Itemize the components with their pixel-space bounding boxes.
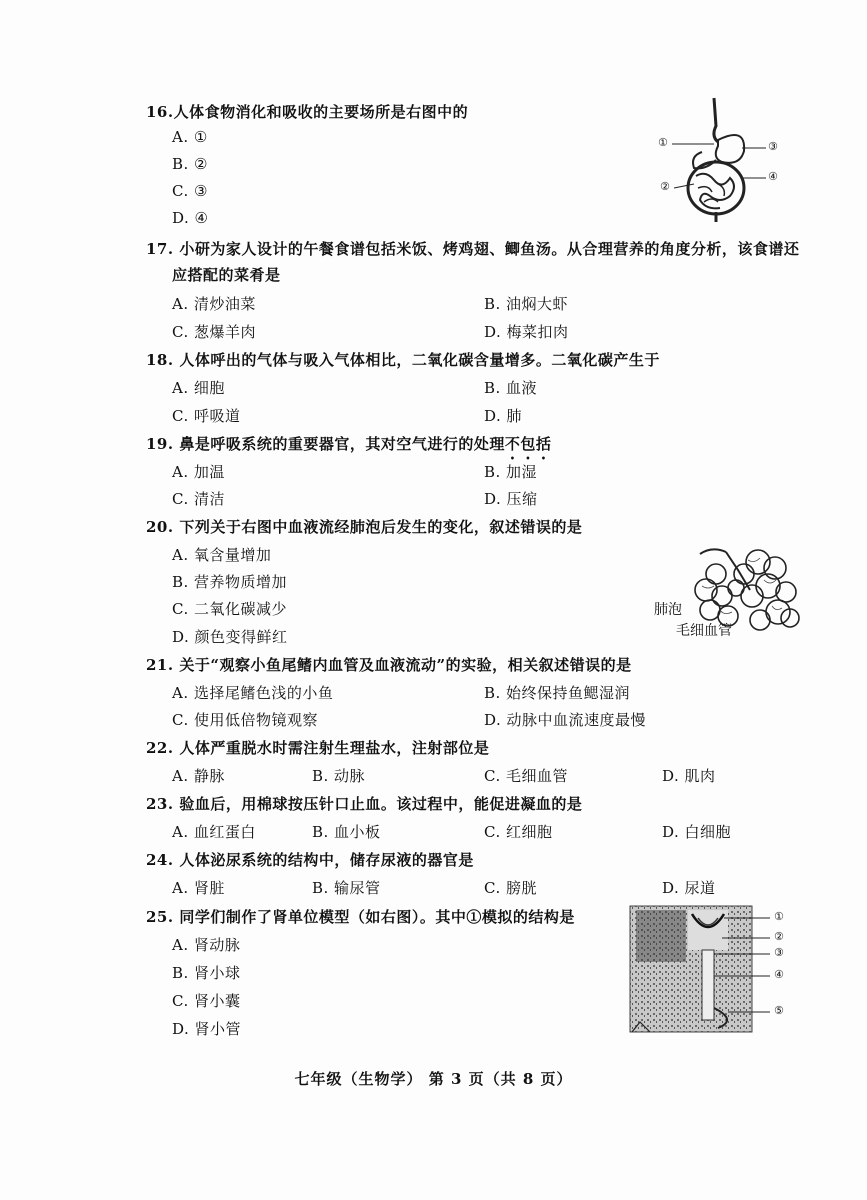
question-22-option-b: B. 动脉 [312,767,366,785]
question-18-option-c: C. 呼吸道 [172,407,241,425]
question-24-option-b: B. 输尿管 [312,879,381,897]
question-21-stem: 21. 关于“观察小鱼尾鳍内血管及血液流动”的实验，相关叙述错误的是 [146,656,632,674]
question-19-option-d: D. 压缩 [484,490,538,508]
question-16-stem: 16.人体食物消化和吸收的主要场所是右图中的 [146,103,469,121]
question-18-option-a: A. 细胞 [172,379,225,397]
question-20-option-d: D. 颜色变得鲜红 [172,628,288,646]
question-19-option-a: A. 加温 [172,463,225,481]
capillary-label: 毛细血管 [676,623,732,639]
question-21-option-b: B. 始终保持鱼鳃湿润 [484,684,631,702]
nephron-label-4: ④ [774,968,784,981]
question-25-option-c: C. 肾小囊 [172,992,241,1010]
question-25-stem: 25. 同学们制作了肾单位模型（如右图）。其中①模拟的结构是 [146,908,575,926]
nephron-model-illustration [628,904,798,1038]
question-18-stem: 18. 人体呼出的气体与吸入气体相比，二氧化碳含量增多。二氧化碳产生于 [146,351,660,369]
alveoli-label: 肺泡 [654,602,682,618]
question-16-option-b: B. ② [172,155,209,173]
question-25-option-a: A. 肾动脉 [172,936,241,954]
question-21-option-c: C. 使用低倍物镜观察 [172,711,318,729]
digestive-label-2: ② [660,180,670,193]
question-20-option-b: B. 营养物质增加 [172,573,288,591]
question-20-option-a: A. 氧含量增加 [172,546,272,564]
digestive-system-illustration [656,96,786,226]
question-17-option-c: C. 葱爆羊肉 [172,323,256,341]
question-16-option-d: D. ④ [172,209,209,227]
question-24-option-c: C. 膀胱 [484,879,537,897]
question-23-option-a: A. 血红蛋白 [172,823,256,841]
question-22-option-a: A. 静脉 [172,767,225,785]
question-16-option-c: C. ③ [172,182,208,200]
page-footer: 七年级（生物学） 第 3 页（共 8 页） [294,1070,573,1088]
nephron-model-figure [628,904,798,1038]
question-23-option-d: D. 白细胞 [662,823,732,841]
question-20-stem: 20. 下列关于右图中血液流经肺泡后发生的变化，叙述错误的是 [146,518,583,536]
question-21-option-a: A. 选择尾鳍色浅的小鱼 [172,684,334,702]
question-22-option-d: D. 肌肉 [662,767,716,785]
question-18-option-d: D. 肺 [484,407,523,425]
question-20-option-c: C. 二氧化碳减少 [172,600,287,618]
question-19-option-c: C. 清洁 [172,490,225,508]
question-25-option-b: B. 肾小球 [172,964,241,982]
nephron-label-1: ① [774,910,784,923]
question-23-stem: 23. 验血后，用棉球按压针口止血。该过程中，能促进凝血的是 [146,795,583,813]
question-19-stem-main: 19. 鼻是呼吸系统的重要器官，其对空气进行的处理 [146,435,505,453]
question-19-stem [146,433,551,463]
question-19-option-b: B. 加湿 [484,463,538,481]
question-17-stem: 17. 小研为家人设计的午餐食谱包括米饭、烤鸡翅、鲫鱼汤。从合理营养的角度分析，该食谱还 [146,240,800,258]
question-18-option-b: B. 血液 [484,379,538,397]
question-23-option-b: B. 血小板 [312,823,381,841]
question-24-option-a: A. 肾脏 [172,879,225,897]
question-23-option-c: C. 红细胞 [484,823,553,841]
digestive-system-figure [656,96,786,226]
digestive-label-4: ④ [768,170,778,183]
question-17-stem-line2: 应搭配的菜肴是 [172,266,281,284]
question-17-option-a: A. 清炒油菜 [172,295,256,313]
digestive-label-3: ③ [768,140,778,153]
question-25-option-d: D. 肾小管 [172,1020,242,1038]
alveoli-figure [640,540,800,640]
question-17-option-b: B. 油焖大虾 [484,295,569,313]
nephron-label-2: ② [774,930,784,943]
nephron-label-3: ③ [774,946,784,959]
question-22-option-c: C. 毛细血管 [484,767,568,785]
question-19-stem-emphasis: 不包括 [504,435,552,453]
nephron-label-5: ⑤ [774,1004,784,1017]
question-21-option-d: D. 动脉中血流速度最慢 [484,711,647,729]
question-16-option-a: A. ① [172,128,208,146]
question-24-option-d: D. 尿道 [662,879,716,897]
question-22-stem: 22. 人体严重脱水时需注射生理盐水，注射部位是 [146,739,490,757]
digestive-label-1: ① [658,136,668,149]
question-24-stem: 24. 人体泌尿系统的结构中，储存尿液的器官是 [146,851,474,869]
question-17-option-d: D. 梅菜扣肉 [484,323,569,341]
